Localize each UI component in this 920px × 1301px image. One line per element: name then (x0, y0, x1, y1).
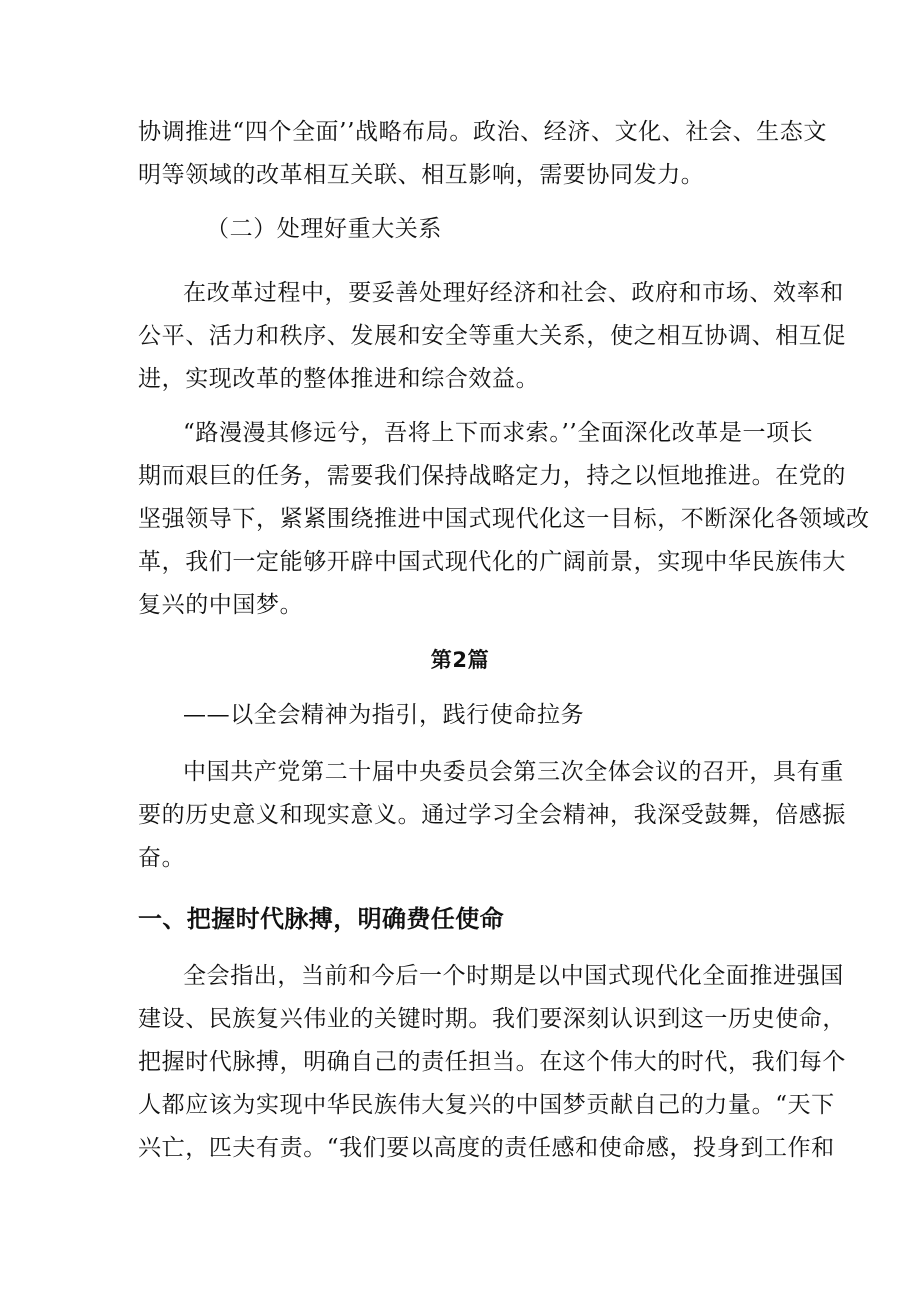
subsection-heading: （二）处理好重大关系 (206, 216, 442, 242)
body-text-line: 公平、活力和秩序、发展和安全等重大关系，使之相互协调、相互促 (138, 323, 846, 349)
body-text-line: 要的历史意义和现实意义。通过学习全会精神，我深受鼓舞，倍感振 (138, 802, 846, 828)
paragraph-first-line: 在改革过程中，要妥善处理好经济和社会、政府和市场、效率和 (183, 280, 844, 306)
body-text-line: 兴亡，匹夫有责。“我们要以高度的责任感和使命感，投身到工作和 (138, 1135, 835, 1161)
body-text-line: 明等领域的改革相互关联、相互影响，需要协同发力。 (138, 162, 705, 188)
body-text-line: 人都应该为实现中华民族伟大复兴的中国梦贡献自己的力量。“天下 (138, 1092, 835, 1118)
body-text-line: 奋。 (138, 845, 186, 871)
body-text-line: 革，我们一定能够开辟中国式现代化的广阔前景，实现中华民族伟大 (138, 549, 846, 575)
body-text-line: 复兴的中国梦。 (138, 592, 304, 618)
body-text-line: 协调推进“四个全面’’战略布局。政治、经济、文化、社会、生态文 (138, 119, 827, 145)
paragraph-first-line: 全会指出，当前和今后一个时期是以中国式现代化全面推进强国 (183, 963, 844, 989)
article-title: 第2篇 (430, 648, 490, 672)
body-text-line: 建设、民族复兴伟业的关键时期。我们要深刻认识到这一历史使命， (138, 1006, 846, 1032)
paragraph-first-line: 中国共产党第二十届中央委员会第三次全体会议的召开，具有重 (183, 759, 844, 785)
body-text-line: 进，实现改革的整体推进和综合效益。 (138, 366, 540, 392)
body-text-line: 把握时代脉搏，明确自己的责任担当。在这个伟大的时代，我们每个 (138, 1049, 846, 1075)
paragraph-first-line: “路漫漫其修远兮，吾将上下而求索。’’全面深化改革是一项长 (183, 420, 814, 446)
section-heading: 一、把握时代脉搏，明确费任使命 (138, 905, 504, 933)
body-text-line: 期而艰巨的任务，需要我们保持战略定力，持之以恒地推进。在党的 (138, 463, 846, 489)
article-subtitle: ——以全会精神为指引，践行使命拉务 (183, 702, 585, 728)
body-text-line: 坚强领导下，紧紧围绕推进中国式现代化这一目标，不断深化各领域改 (138, 506, 870, 532)
